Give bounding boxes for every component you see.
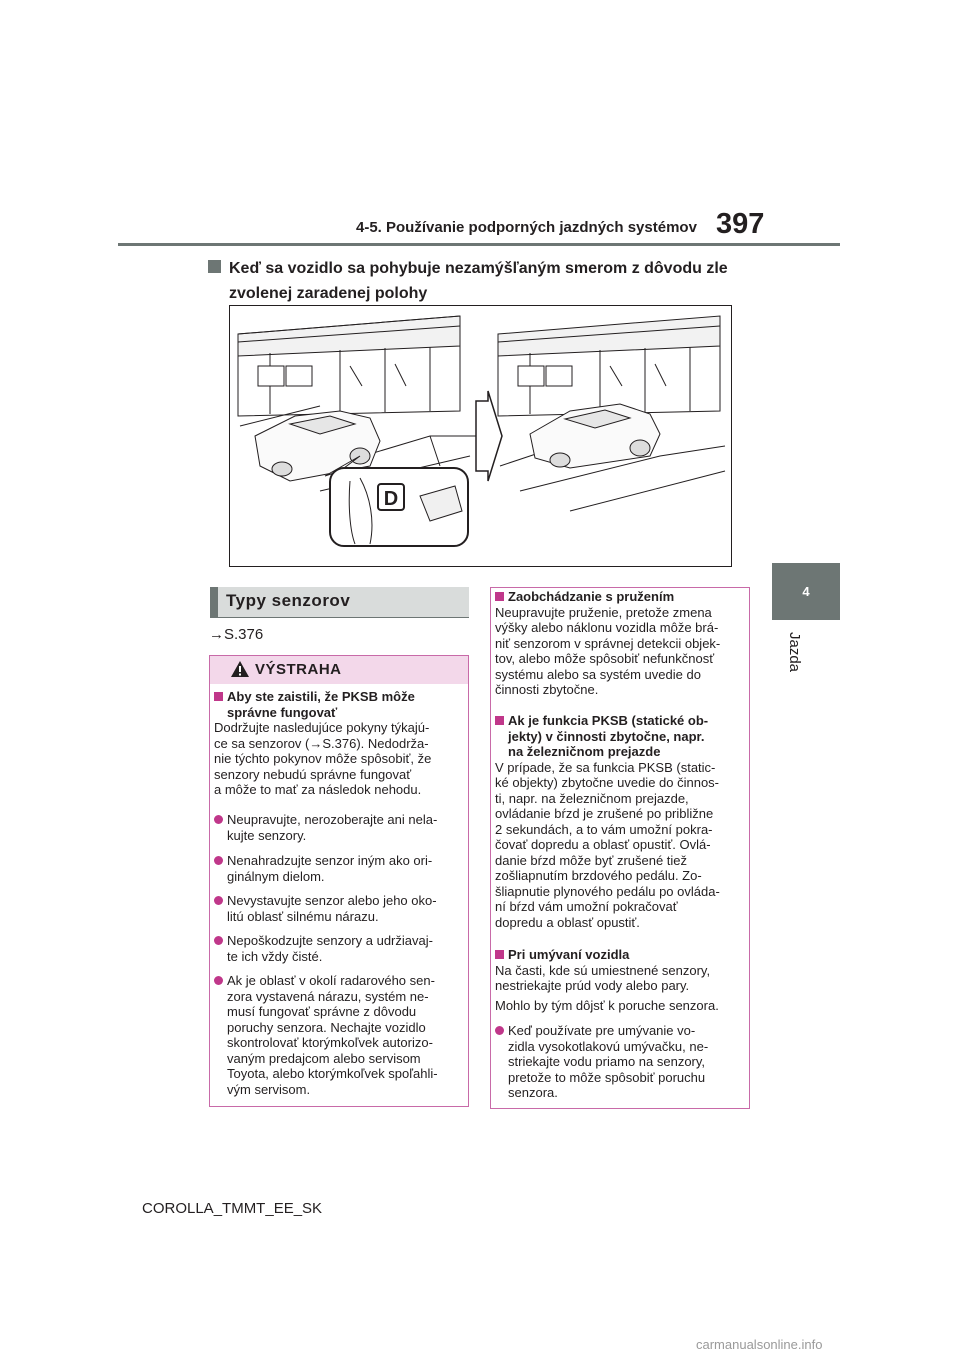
bullet-icon	[214, 856, 223, 865]
heading-bar	[210, 587, 218, 617]
bullet-text: kujte senzory.	[227, 827, 307, 843]
types-heading-text: Typy senzorov	[226, 591, 351, 610]
bullet-icon	[214, 815, 223, 824]
bullet-text: senzora.	[508, 1085, 558, 1100]
paragraph-line: systému alebo sa systém uvedie do	[495, 666, 701, 682]
warning-bullet-1	[214, 812, 466, 843]
bullet-text: te ich vždy čisté.	[227, 948, 323, 964]
gear-position-label: D	[383, 488, 399, 510]
page-number: 397	[716, 208, 765, 240]
bullet-text: Nenahradzujte senzor iným ako ori-	[227, 853, 433, 868]
paragraph-line: výšky alebo náklonu vozidla môže brá-	[495, 620, 719, 635]
bullet-text: Nevystavujte senzor alebo jeho oko-	[227, 893, 437, 908]
warning-bullet-5	[214, 973, 466, 1097]
warning-intro-line: senzory nebudú správne fungovať	[214, 766, 412, 782]
warning-subheading-line-2: správne fungovať	[227, 704, 338, 720]
bullet-text: poruchy senzora. Nechajte vozidlo	[227, 1019, 426, 1035]
warning-intro-line: Dodržujte nasledujúce pokyny týkajú-	[214, 720, 430, 735]
warning-title: VÝSTRAHA	[255, 661, 342, 678]
bullet-text: Toyota, alebo ktorýmkoľvek spoľahli-	[227, 1066, 438, 1081]
warning-bullet-4	[214, 933, 466, 964]
bullet-text: Ak je oblasť v okolí radarového sen-	[227, 973, 435, 988]
paragraph-line: zošliapnutím brzdového pedálu. Zo-	[495, 868, 702, 883]
bullet-text: musí fungovať správne z dôvodu	[227, 1004, 417, 1019]
square-bullet-icon	[214, 692, 223, 701]
railway-title-line: na železničnom prejazde	[508, 744, 661, 759]
paragraph-line: 2 sekundách, a to vám umožní pokra-	[495, 821, 713, 837]
section-title: 4-5. Používanie podporných jazdných systémov	[356, 219, 697, 236]
square-bullet-icon	[208, 260, 221, 273]
bullet-text: Keď používate pre umývanie vo-	[508, 1023, 696, 1038]
railway-title-line: jekty) v činnosti zbytočne, napr.	[508, 728, 705, 744]
washing-section	[495, 947, 747, 1013]
page-reference-link[interactable]: →S.376	[209, 626, 264, 643]
paragraph-line: tov, alebo môže spôsobiť nefunkčnosť	[495, 651, 715, 666]
paragraph-line: niť senzorom v správnej detekcii objek-	[495, 635, 721, 651]
bullet-text: vaným predajcom alebo servisom	[227, 1050, 421, 1066]
bullet-text: skontrolovať ktorýmkoľvek autorizo-	[227, 1035, 433, 1050]
square-bullet-icon	[495, 716, 504, 725]
paragraph-line: Na časti, kde sú umiestnené senzory,	[495, 962, 711, 978]
bullet-text: Nepoškodzujte senzory a udržiavaj-	[227, 933, 433, 948]
warning-intro-line: ce sa senzorov (→S.376). Nedodrža-	[214, 735, 429, 751]
heading-line-1: Keď sa vozidlo sa pohybuje nezamýšľaným smerom z dôvodu zle	[229, 260, 728, 277]
warning-intro	[214, 720, 466, 798]
parking-illustration-svg	[230, 306, 731, 566]
square-bullet-icon	[495, 592, 504, 601]
railway-title-line: Ak je funkcia PKSB (statické ob-	[508, 713, 709, 728]
paragraph-line: dopredu a oblasť opustiť.	[495, 914, 640, 930]
chapter-label: Jazda	[786, 632, 803, 673]
illustration-parking-scene	[229, 305, 732, 567]
warning-triangle-icon	[230, 660, 250, 678]
bullet-icon	[214, 936, 223, 945]
types-heading	[210, 587, 469, 617]
warning-subheading	[214, 689, 466, 720]
watermark: carmanualsonline.info	[696, 1337, 823, 1352]
warning-bullet-2	[214, 853, 466, 884]
warning-bullet-3	[214, 893, 466, 924]
header-divider	[118, 243, 840, 246]
bullet-text: litú oblasť silnému nárazu.	[227, 908, 379, 924]
paragraph-line: Mohlo by tým dôjsť k poruche senzora.	[495, 997, 719, 1013]
section-heading	[208, 256, 768, 306]
chapter-tab[interactable]: 4	[772, 563, 840, 620]
paragraph-line: ní bŕzd vám umožní pokračovať	[495, 899, 678, 914]
paragraph-line: ovládanie bŕzd je zrušené po približne	[495, 806, 714, 821]
paragraph-line: ti, napr. na železničnom prejazde,	[495, 790, 689, 806]
paragraph-line: ké objekty) zbytočne uvedie do činnos-	[495, 775, 720, 790]
bullet-text: zora vystavená nárazu, systém ne-	[227, 988, 429, 1004]
heading-line-2: zvolenej zaradenej polohy	[229, 285, 428, 302]
warning-intro-line: nie týchto pokynov môže spôsobiť, že	[214, 751, 432, 766]
paragraph-line: čovať dopredu a oblasť opustiť. Ovlá-	[495, 837, 711, 852]
bullet-text: striekajte vodu priamo na senzory,	[508, 1054, 706, 1069]
bullet-icon	[214, 896, 223, 905]
bullet-text: vým servisom.	[227, 1081, 311, 1097]
railway-section	[495, 713, 747, 930]
square-bullet-icon	[495, 950, 504, 959]
bullet-text: Neupravujte, nerozoberajte ani nela-	[227, 812, 438, 827]
bullet-text: ginálnym dielom.	[227, 868, 325, 884]
paragraph-line: činnosti zbytočne.	[495, 682, 599, 697]
bullet-text: pretože to môže spôsobiť poruchu	[508, 1069, 706, 1085]
document-id: COROLLA_TMMT_EE_SK	[142, 1200, 323, 1217]
types-divider	[210, 617, 469, 618]
warning-subheading-line-1: Aby ste zaistili, že PKSB môže	[227, 689, 415, 704]
bullet-icon	[214, 976, 223, 985]
paragraph-line: danie bŕzd môže byť zrušené tiež	[495, 852, 688, 868]
paragraph-line: Neupravujte pruženie, pretože zmena	[495, 604, 712, 620]
warning-intro-line: a môže to mať za následok nehodu.	[214, 782, 422, 797]
suspension-title: Zaobchádzanie s pružením	[508, 589, 675, 604]
paragraph-line: šliapnutie plynového pedálu po ovláda-	[495, 883, 720, 899]
washing-bullet	[495, 1023, 747, 1101]
bullet-icon	[495, 1026, 504, 1035]
bullet-text: zidla vysokotlakovú umývačku, ne-	[508, 1038, 709, 1054]
paragraph-line: V prípade, že sa funkcia PKSB (static-	[495, 759, 716, 775]
washing-title: Pri umývaní vozidla	[508, 947, 630, 962]
suspension-section	[495, 589, 747, 698]
paragraph-line: nestriekajte prúd vody alebo pary.	[495, 978, 690, 993]
